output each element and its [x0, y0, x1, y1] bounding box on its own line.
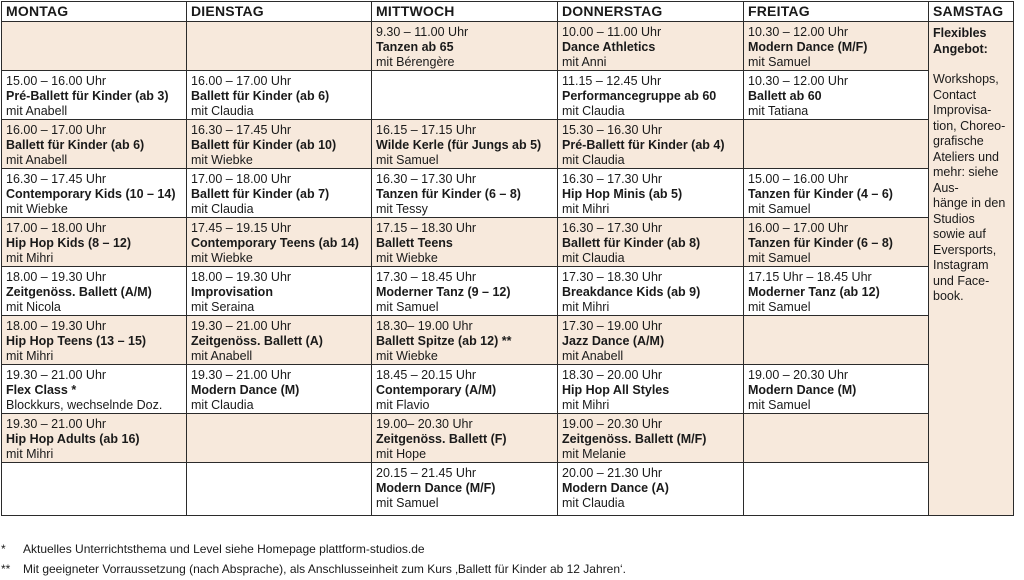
class-teacher: mit Mihri — [6, 447, 54, 461]
class-title: Ballett Spitze (ab 12) ** — [376, 334, 512, 348]
class-teacher: mit Samuel — [376, 153, 439, 167]
class-entry — [372, 267, 557, 315]
class-teacher: mit Claudia — [562, 153, 625, 167]
class-title: Hip Hop Teens (13 – 15) — [6, 334, 147, 348]
class-time: 17.00 – 18.00 Uhr — [191, 172, 292, 186]
class-title: Ballett ab 60 — [748, 89, 822, 103]
class-slot — [372, 267, 558, 316]
saturday-info — [929, 22, 1013, 305]
class-slot — [558, 365, 744, 414]
saturday-text: Workshops, Contact Improvisa- tion, Choreo- grafische Ateliers und mehr: siehe Aus- hänge in den Studios sowie auf Eversports, Instagram und Face- book. — [933, 72, 1006, 303]
class-slot — [2, 365, 187, 414]
class-teacher: mit Samuel — [376, 496, 439, 510]
empty-slot — [744, 120, 929, 169]
class-title: Contemporary Teens (ab 14) — [191, 236, 359, 250]
footnote-mark: * — [1, 542, 6, 556]
class-entry — [372, 120, 557, 168]
class-teacher: mit Samuel — [376, 300, 439, 314]
class-time: 17.00 – 18.00 Uhr — [6, 221, 107, 235]
class-slot — [744, 267, 929, 316]
class-entry — [187, 267, 371, 315]
class-title: Performancegruppe ab 60 — [562, 89, 717, 103]
class-time: 19.30 – 21.00 Uhr — [191, 368, 292, 382]
saturday-title: Flexibles Angebot: — [933, 26, 988, 56]
class-title: Improvisation — [191, 285, 273, 299]
class-slot — [558, 71, 744, 120]
class-teacher: mit Claudia — [562, 496, 625, 510]
class-slot — [372, 463, 558, 516]
schedule-row — [2, 22, 1014, 71]
class-slot — [2, 120, 187, 169]
class-time: 18.30– 19.00 Uhr — [376, 319, 473, 333]
class-teacher: mit Wiebke — [376, 251, 438, 265]
class-slot — [372, 414, 558, 463]
class-entry — [372, 365, 557, 413]
class-title: Hip Hop Kids (8 – 12) — [6, 236, 132, 250]
class-teacher: mit Mihri — [6, 251, 54, 265]
schedule-row — [2, 71, 1014, 120]
class-time: 17.30 – 19.00 Uhr — [562, 319, 663, 333]
class-slot — [187, 316, 372, 365]
day-header-tuesday: DIENSTAG — [187, 2, 372, 22]
class-title: Modern Dance (M/F) — [748, 40, 868, 54]
class-title: Hip Hop Minis (ab 5) — [562, 187, 683, 201]
schedule-row — [2, 365, 1014, 414]
class-time: 18.45 – 20.15 Uhr — [376, 368, 477, 382]
class-slot — [2, 267, 187, 316]
class-time: 10.30 – 12.00 Uhr — [748, 25, 849, 39]
class-time: 16.15 – 17.15 Uhr — [376, 123, 477, 137]
class-time: 17.15 Uhr – 18.45 Uhr — [748, 270, 872, 284]
empty-slot — [372, 71, 558, 120]
class-time: 16.00 – 17.00 Uhr — [191, 74, 292, 88]
class-teacher: mit Melanie — [562, 447, 626, 461]
footnote-mark: ** — [1, 562, 11, 576]
class-title: Jazz Dance (A/M) — [562, 334, 665, 348]
class-entry — [2, 120, 186, 168]
class-slot — [558, 463, 744, 516]
class-teacher: mit Tatiana — [748, 104, 809, 118]
class-title: Modern Dance (M) — [191, 383, 300, 397]
class-entry — [2, 71, 186, 119]
class-entry — [558, 365, 743, 413]
class-title: Hip Hop Adults (ab 16) — [6, 432, 140, 446]
class-time: 16.00 – 17.00 Uhr — [6, 123, 107, 137]
class-teacher: mit Samuel — [748, 300, 811, 314]
class-time: 15.00 – 16.00 Uhr — [6, 74, 107, 88]
class-slot — [558, 414, 744, 463]
class-slot — [372, 169, 558, 218]
class-teacher: mit Anabell — [6, 104, 68, 118]
schedule-table — [1, 1, 1014, 516]
footnote — [1, 539, 1013, 559]
day-header-friday: FREITAG — [744, 2, 929, 22]
class-teacher: mit Seraina — [191, 300, 255, 314]
empty-slot — [744, 414, 929, 463]
class-title: Ballett für Kinder (ab 7) — [191, 187, 330, 201]
class-title: Ballett für Kinder (ab 10) — [191, 138, 337, 152]
class-title: Ballett für Kinder (ab 6) — [6, 138, 145, 152]
class-teacher: mit Samuel — [748, 55, 811, 69]
class-entry — [744, 71, 928, 119]
day-header-monday: MONTAG — [2, 2, 187, 22]
class-time: 18.00 – 19.30 Uhr — [191, 270, 292, 284]
class-title: Breakdance Kids (ab 9) — [562, 285, 701, 299]
schedule-row — [2, 463, 1014, 516]
class-title: Moderner Tanz (9 – 12) — [376, 285, 511, 299]
schedule-body — [2, 22, 1014, 516]
class-entry — [744, 22, 928, 70]
class-entry — [372, 218, 557, 266]
class-title: Zeitgenöss. Ballett (A/M) — [6, 285, 152, 299]
class-entry — [558, 22, 743, 70]
footnote — [1, 559, 1013, 579]
class-teacher: mit Mihri — [562, 202, 610, 216]
class-title: Modern Dance (M) — [748, 383, 857, 397]
class-title: Zeitgenöss. Ballett (A) — [191, 334, 323, 348]
class-teacher: mit Anni — [562, 55, 607, 69]
class-slot — [558, 169, 744, 218]
class-title: Zeitgenöss. Ballett (F) — [376, 432, 507, 446]
class-slot — [2, 169, 187, 218]
class-time: 15.30 – 16.30 Uhr — [562, 123, 663, 137]
class-title: Zeitgenöss. Ballett (M/F) — [562, 432, 707, 446]
class-time: 19.30 – 21.00 Uhr — [191, 319, 292, 333]
class-entry — [187, 316, 371, 364]
class-time: 20.15 – 21.45 Uhr — [376, 466, 477, 480]
class-teacher: mit Claudia — [191, 202, 254, 216]
schedule-row — [2, 120, 1014, 169]
class-entry — [558, 267, 743, 315]
schedule-row — [2, 218, 1014, 267]
class-teacher: mit Anabell — [191, 349, 253, 363]
class-title: Ballett für Kinder (ab 8) — [562, 236, 701, 250]
class-entry — [744, 218, 928, 266]
footnotes — [1, 539, 1013, 579]
class-entry — [558, 316, 743, 364]
saturday-column — [929, 22, 1014, 516]
class-teacher: mit Samuel — [748, 251, 811, 265]
class-entry — [372, 316, 557, 364]
class-title: Contemporary Kids (10 – 14) — [6, 187, 176, 201]
class-slot — [558, 22, 744, 71]
class-title: Pré-Ballett für Kinder (ab 3) — [6, 89, 169, 103]
class-slot — [187, 218, 372, 267]
class-time: 10.30 – 12.00 Uhr — [748, 74, 849, 88]
class-time: 19.00 – 20.30 Uhr — [562, 417, 663, 431]
class-slot — [558, 120, 744, 169]
class-slot — [372, 218, 558, 267]
class-time: 15.00 – 16.00 Uhr — [748, 172, 849, 186]
class-teacher: mit Samuel — [748, 202, 811, 216]
class-slot — [372, 22, 558, 71]
class-entry — [558, 414, 743, 462]
class-slot — [372, 365, 558, 414]
day-header-wednesday: MITTWOCH — [372, 2, 558, 22]
class-title: Ballett Teens — [376, 236, 453, 250]
class-title: Tanzen für Kinder (4 – 6) — [748, 187, 893, 201]
class-entry — [187, 365, 371, 413]
class-teacher: mit Tessy — [376, 202, 428, 216]
class-slot — [744, 218, 929, 267]
class-time: 9.30 – 11.00 Uhr — [376, 25, 469, 39]
class-slot — [372, 120, 558, 169]
class-time: 17.45 – 19.15 Uhr — [191, 221, 292, 235]
class-slot — [744, 169, 929, 218]
class-time: 17.30 – 18.45 Uhr — [376, 270, 477, 284]
empty-slot — [744, 463, 929, 516]
class-teacher: mit Hope — [376, 447, 427, 461]
class-time: 19.30 – 21.00 Uhr — [6, 368, 107, 382]
class-teacher: mit Wiebke — [376, 349, 438, 363]
class-entry — [372, 169, 557, 217]
class-entry — [372, 22, 557, 70]
class-entry — [2, 218, 186, 266]
class-slot — [2, 218, 187, 267]
class-entry — [187, 120, 371, 168]
class-entry — [558, 463, 743, 511]
empty-slot — [2, 22, 187, 71]
class-slot — [187, 267, 372, 316]
class-title: Modern Dance (M/F) — [376, 481, 496, 495]
class-time: 20.00 – 21.30 Uhr — [562, 466, 663, 480]
class-slot — [558, 218, 744, 267]
schedule-row — [2, 316, 1014, 365]
class-title: Ballett für Kinder (ab 6) — [191, 89, 330, 103]
class-title: Flex Class * — [6, 383, 77, 397]
class-time: 10.00 – 11.00 Uhr — [562, 25, 662, 39]
class-title: Hip Hop All Styles — [562, 383, 670, 397]
class-teacher: mit Anabell — [562, 349, 624, 363]
class-slot — [372, 316, 558, 365]
empty-slot — [187, 414, 372, 463]
empty-slot — [187, 22, 372, 71]
class-entry — [2, 169, 186, 217]
class-teacher: mit Nicola — [6, 300, 61, 314]
class-entry — [558, 218, 743, 266]
class-slot — [2, 414, 187, 463]
class-teacher: mit Claudia — [562, 104, 625, 118]
class-entry — [2, 267, 186, 315]
class-title: Tanzen ab 65 — [376, 40, 454, 54]
class-slot — [187, 120, 372, 169]
class-time: 16.30 – 17.45 Uhr — [6, 172, 107, 186]
class-time: 19.30 – 21.00 Uhr — [6, 417, 107, 431]
class-time: 17.15 – 18.30 Uhr — [376, 221, 477, 235]
class-entry — [558, 120, 743, 168]
class-entry — [372, 463, 557, 511]
class-teacher: mit Claudia — [191, 104, 254, 118]
class-slot — [187, 71, 372, 120]
class-entry — [2, 316, 186, 364]
class-slot — [187, 365, 372, 414]
schedule-row — [2, 169, 1014, 218]
class-teacher: mit Anabell — [6, 153, 68, 167]
class-title: Wilde Kerle (für Jungs ab 5) — [376, 138, 542, 152]
class-entry — [744, 267, 928, 315]
class-teacher: mit Mihri — [562, 300, 610, 314]
empty-slot — [2, 463, 187, 516]
schedule-row — [2, 414, 1014, 463]
class-slot — [744, 71, 929, 120]
class-time: 11.15 – 12.45 Uhr — [562, 74, 662, 88]
class-teacher: mit Wiebke — [191, 251, 253, 265]
schedule-row — [2, 267, 1014, 316]
footnote-text: Mit geeigneter Vorraussetzung (nach Absprache), als Anschlusseinheit zum Kurs ‚Ballett für Kinder ab 12 Jahren‘. — [23, 562, 626, 576]
class-title: Tanzen für Kinder (6 – 8) — [748, 236, 893, 250]
class-slot — [2, 71, 187, 120]
class-time: 18.00 – 19.30 Uhr — [6, 319, 107, 333]
class-time: 19.00 – 20.30 Uhr — [748, 368, 849, 382]
class-time: 16.30 – 17.30 Uhr — [376, 172, 477, 186]
empty-slot — [744, 316, 929, 365]
class-slot — [558, 267, 744, 316]
class-slot — [187, 169, 372, 218]
class-time: 16.30 – 17.30 Uhr — [562, 172, 663, 186]
class-teacher: mit Mihri — [6, 349, 54, 363]
class-entry — [187, 169, 371, 217]
class-time: 16.30 – 17.30 Uhr — [562, 221, 663, 235]
class-entry — [744, 169, 928, 217]
class-title: Dance Athletics — [562, 40, 656, 54]
class-title: Modern Dance (A) — [562, 481, 669, 495]
class-slot — [744, 22, 929, 71]
class-time: 19.00– 20.30 Uhr — [376, 417, 473, 431]
day-header-thursday: DONNERSTAG — [558, 2, 744, 22]
class-title: Contemporary (A/M) — [376, 383, 497, 397]
class-time: 18.00 – 19.30 Uhr — [6, 270, 107, 284]
footnote-text: Aktuelles Unterrichtsthema und Level siehe Homepage plattform-studios.de — [23, 542, 425, 556]
class-slot — [558, 316, 744, 365]
class-time: 16.00 – 17.00 Uhr — [748, 221, 849, 235]
class-teacher: Blockkurs, wechselnde Doz. — [6, 398, 163, 412]
class-entry — [558, 71, 743, 119]
class-slot — [744, 365, 929, 414]
class-teacher: mit Wiebke — [191, 153, 253, 167]
class-time: 17.30 – 18.30 Uhr — [562, 270, 663, 284]
class-entry — [2, 365, 186, 413]
class-teacher: mit Samuel — [748, 398, 811, 412]
day-header-saturday: SAMSTAG — [929, 2, 1014, 22]
class-entry — [187, 218, 371, 266]
class-teacher: mit Claudia — [562, 251, 625, 265]
class-teacher: mit Bérengère — [376, 55, 455, 69]
class-time: 16.30 – 17.45 Uhr — [191, 123, 292, 137]
class-time: 18.30 – 20.00 Uhr — [562, 368, 663, 382]
class-slot — [2, 316, 187, 365]
class-entry — [744, 365, 928, 413]
class-title: Tanzen für Kinder (6 – 8) — [376, 187, 521, 201]
class-teacher: mit Mihri — [562, 398, 610, 412]
class-teacher: mit Claudia — [191, 398, 254, 412]
class-title: Moderner Tanz (ab 12) — [748, 285, 880, 299]
empty-slot — [187, 463, 372, 516]
class-teacher: mit Wiebke — [6, 202, 68, 216]
class-entry — [187, 71, 371, 119]
class-entry — [2, 414, 186, 462]
class-entry — [558, 169, 743, 217]
header-row — [2, 2, 1014, 22]
class-title: Pré-Ballett für Kinder (ab 4) — [562, 138, 725, 152]
class-teacher: mit Flavio — [376, 398, 430, 412]
class-entry — [372, 414, 557, 462]
